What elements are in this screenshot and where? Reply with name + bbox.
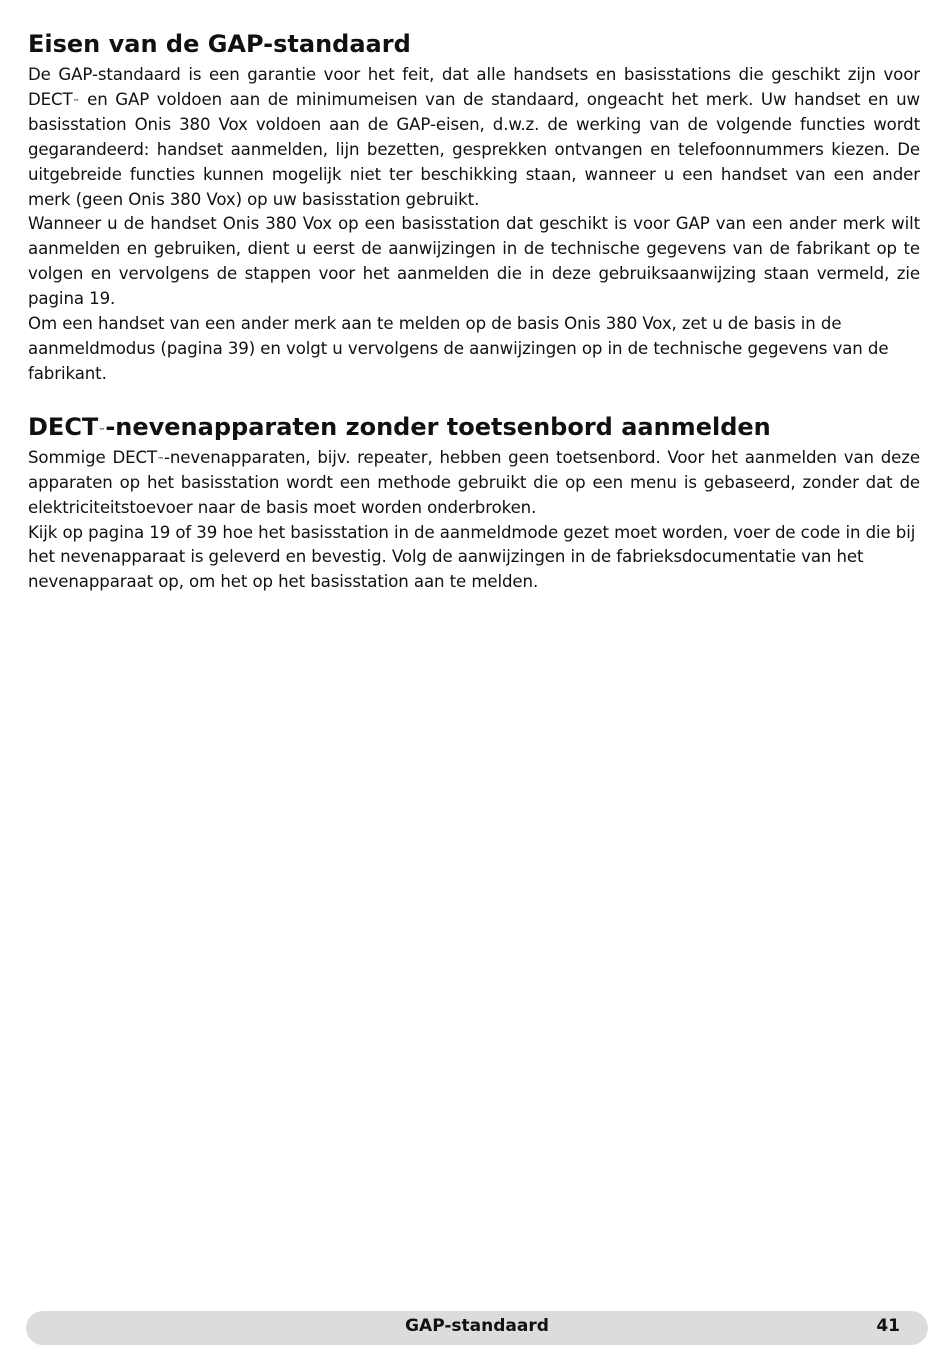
footer-bar: [26, 1311, 928, 1345]
heading-gap-requirements: Eisen van de GAP-standaard: [28, 30, 411, 58]
page-content: [28, 28, 920, 619]
footer-title: GAP-standaard: [405, 1316, 549, 1336]
section-gap-requirements: [28, 28, 920, 387]
paragraph-text: -nevenapparaten, bijv. repeater, hebben geen toetsenbord. Voor het aanmelden van deze apparaten op het basisstation wordt een methode gebruikt die op een menu is gebaseerd, zonder dat de elektriciteitstoevoer naar de basis moet worden onderbroken.: [28, 447, 920, 517]
page-number: 41: [876, 1316, 900, 1336]
paragraph-registration-steps: Kijk op pagina 19 of 39 hoe het basisstation in de aanmeldmode gezet moet worden, voer de code in die bij het nevenapparaat is geleverd en bevestig. Volg de aanwijzingen in de fabrieksdocumentatie van het nevenapparaat op, om het op het basisstation aan te melden.: [28, 522, 916, 592]
paragraph-text: Sommige DECT: [28, 447, 158, 467]
paragraph-handset-registration: Wanneer u de handset Onis 380 Vox op een basisstation dat geschikt is voor GAP van een ander merk wilt aanmelden en gebruiken, dient u eerst de aanwijzingen in de technische gegevens van de fabrikant op te volgen en vervolgens de stappen voor het aanmelden die in deze gebruiksaanwijzing staan vermeld, zie pagina 19.: [28, 214, 920, 309]
heading-dect-devices: [28, 411, 920, 443]
heading-text: DECT: [28, 412, 99, 441]
paragraph-gap-standard: [28, 63, 920, 212]
paragraph-dect-devices: [28, 446, 920, 521]
paragraph-text: De GAP-standaard is een garantie voor het feit, dat alle handsets en basisstations die geschikt zijn voor DECT: [28, 65, 920, 109]
trademark-symbol: ™: [98, 426, 106, 435]
trademark-symbol: ™: [72, 97, 80, 106]
heading-text: -nevenapparaten zonder toetsenbord aanmelden: [105, 412, 771, 441]
trademark-symbol: ™: [157, 455, 164, 464]
section-dect-devices: [28, 411, 920, 595]
paragraph-other-brand: Om een handset van een ander merk aan te melden op de basis Onis 380 Vox, zet u de basis in de aanmeldmodus (pagina 39) en volgt u vervolgens de aanwijzingen op in de technische gegevens van de fabrikant.: [28, 314, 889, 383]
paragraph-text: en GAP voldoen aan de minimumeisen van de standaard, ongeacht het merk. Uw handset en uw basisstation Onis 380 Vox voldoen aan de GAP-eisen, d.w.z. de werking van de volgende functies wordt gegarandeerd: handset aanmelden, lijn bezetten, gesprekken ontvangen en telefoonnummers kiezen. De uitgebreide functies kunnen mogelijk niet ter beschikking staan, wanneer u een handset van een ander merk (geen Onis 380 Vox) op uw basisstation gebruikt.: [28, 89, 920, 209]
